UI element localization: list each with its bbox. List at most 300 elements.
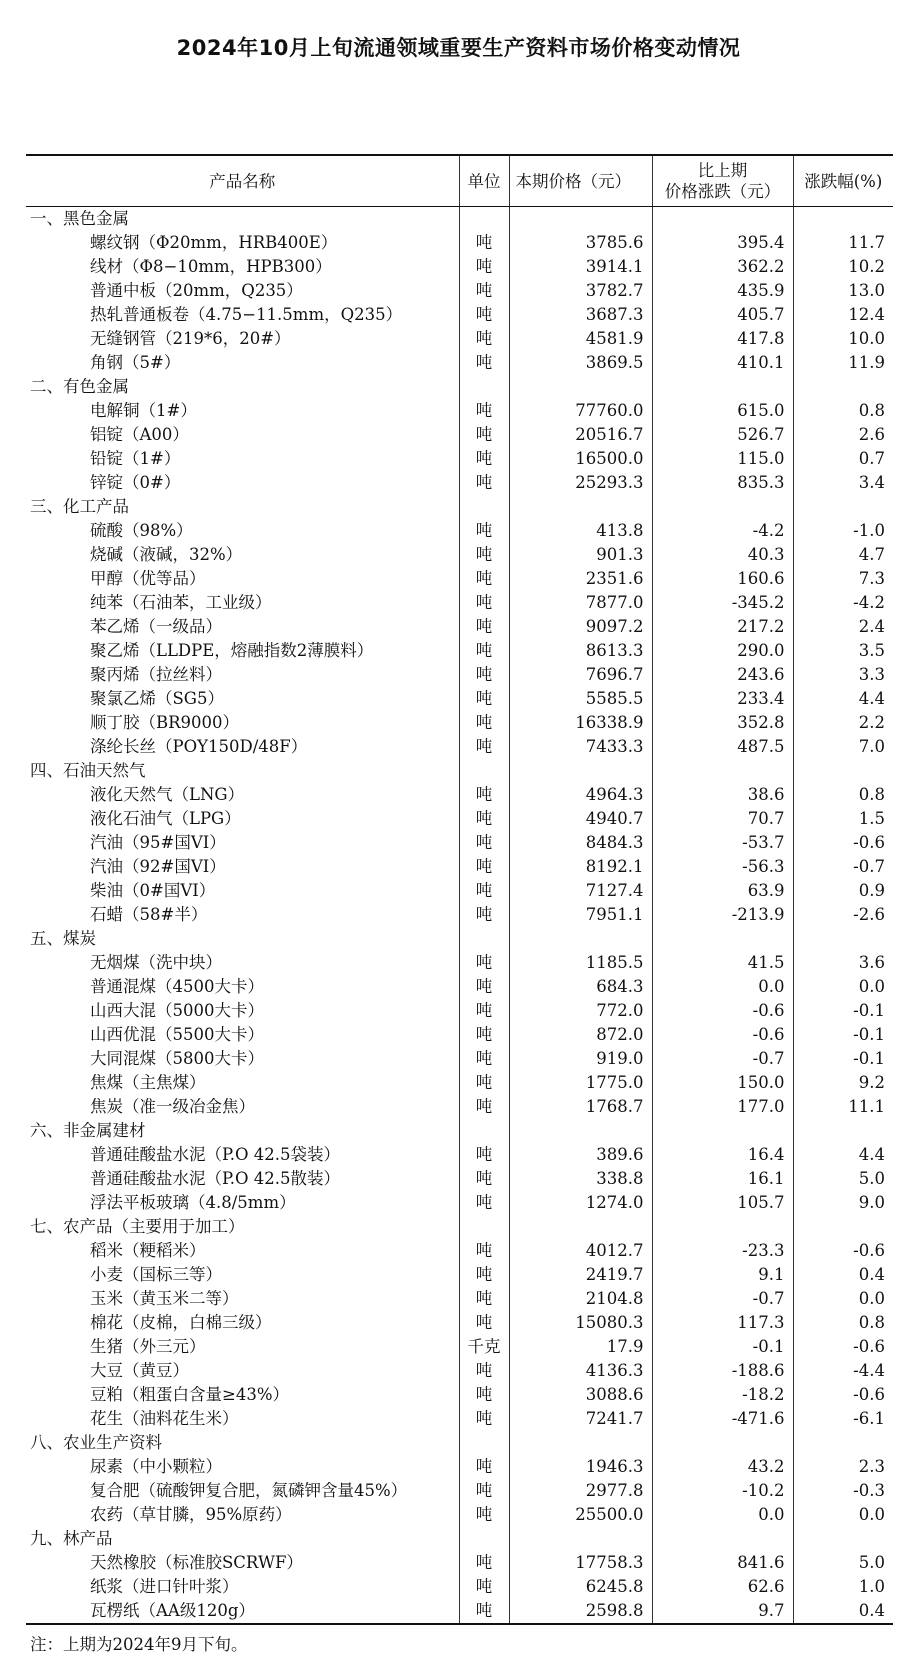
category-name: 七、农产品（主要用于加工） [26, 1215, 459, 1239]
header-unit: 单位 [459, 155, 509, 207]
table-row [26, 687, 893, 711]
price-cell: 6245.8 [509, 1575, 652, 1599]
price-cell: 4581.9 [509, 327, 652, 351]
unit-cell: 吨 [459, 231, 509, 255]
unit-cell: 吨 [459, 831, 509, 855]
price-cell: 872.0 [509, 1023, 652, 1047]
price-cell: 772.0 [509, 999, 652, 1023]
table-row [26, 1239, 893, 1263]
price-cell: 77760.0 [509, 399, 652, 423]
pct-cell: 5.0 [858, 1553, 885, 1572]
pct-cell: 0.4 [858, 1265, 885, 1284]
price-cell: 3088.6 [509, 1383, 652, 1407]
empty-cell [793, 1431, 893, 1455]
table-row [26, 1095, 893, 1119]
change-cell: 43.2 [652, 1455, 793, 1479]
unit-cell: 吨 [459, 1407, 509, 1431]
change-cell: 16.1 [652, 1167, 793, 1191]
empty-cell [509, 207, 652, 232]
unit-cell: 吨 [459, 639, 509, 663]
product-name: 苯乙烯（一级品） [26, 615, 459, 639]
product-name: 大同混煤（5800大卡） [26, 1047, 459, 1071]
pct-cell: -0.1 [853, 1001, 885, 1020]
pct-cell: -4.4 [853, 1361, 885, 1380]
change-cell: 115.0 [652, 447, 793, 471]
change-cell: 70.7 [652, 807, 793, 831]
table-row [26, 663, 893, 687]
empty-cell [459, 1527, 509, 1551]
change-cell: 9.1 [652, 1263, 793, 1287]
table-row [26, 1479, 893, 1503]
product-name: 纸浆（进口针叶浆） [26, 1575, 459, 1599]
pct-cell: 0.0 [858, 1289, 885, 1308]
product-name: 烧碱（液碱，32%） [26, 543, 459, 567]
product-name: 豆粕（粗蛋白含量≥43%） [26, 1383, 459, 1407]
pct-cell: 4.7 [858, 545, 885, 564]
change-cell: -0.7 [652, 1287, 793, 1311]
unit-cell: 吨 [459, 519, 509, 543]
header-price: 本期价格（元） [509, 155, 652, 207]
category-row [26, 207, 893, 232]
table-row [26, 783, 893, 807]
price-cell: 2104.8 [509, 1287, 652, 1311]
category-row [26, 495, 893, 519]
empty-cell [509, 759, 652, 783]
product-name: 小麦（国标三等） [26, 1263, 459, 1287]
empty-cell [509, 1527, 652, 1551]
product-name: 玉米（黄玉米二等） [26, 1287, 459, 1311]
change-cell: 395.4 [652, 231, 793, 255]
category-row [26, 1527, 893, 1551]
table-row [26, 1071, 893, 1095]
empty-cell [652, 1119, 793, 1143]
empty-cell [509, 1119, 652, 1143]
change-cell: -471.6 [652, 1407, 793, 1431]
table-row [26, 231, 893, 255]
page-title: 2024年10月上旬流通领域重要生产资料市场价格变动情况 [176, 36, 741, 60]
table-row [26, 1311, 893, 1335]
price-cell: 3869.5 [509, 351, 652, 375]
change-cell: 835.3 [652, 471, 793, 495]
price-cell: 15080.3 [509, 1311, 652, 1335]
table-row [26, 1551, 893, 1575]
empty-cell [459, 495, 509, 519]
pct-cell: 11.1 [848, 1097, 885, 1116]
change-cell: 487.5 [652, 735, 793, 759]
category-name: 九、林产品 [26, 1527, 459, 1551]
price-cell: 1185.5 [509, 951, 652, 975]
price-cell: 684.3 [509, 975, 652, 999]
unit-cell: 吨 [459, 807, 509, 831]
change-cell: 233.4 [652, 687, 793, 711]
change-cell: -188.6 [652, 1359, 793, 1383]
pct-cell: 11.7 [848, 233, 885, 252]
pct-cell: 5.0 [858, 1169, 885, 1188]
table-row [26, 639, 893, 663]
unit-cell: 吨 [459, 1479, 509, 1503]
table-row [26, 447, 893, 471]
pct-cell: 0.8 [858, 1313, 885, 1332]
change-cell: -0.1 [652, 1335, 793, 1359]
product-name: 农药（草甘膦，95%原药） [26, 1503, 459, 1527]
empty-cell [652, 759, 793, 783]
price-cell: 2598.8 [509, 1599, 652, 1624]
unit-cell: 吨 [459, 855, 509, 879]
unit-cell: 吨 [459, 879, 509, 903]
pct-cell: 10.0 [848, 329, 885, 348]
empty-cell [793, 375, 893, 399]
product-name: 螺纹钢（Φ20mm，HRB400E） [26, 231, 459, 255]
change-cell: -345.2 [652, 591, 793, 615]
change-cell: 841.6 [652, 1551, 793, 1575]
pct-cell: 0.0 [858, 1505, 885, 1524]
pct-cell: 0.7 [858, 449, 885, 468]
price-cell: 8613.3 [509, 639, 652, 663]
empty-cell [652, 1215, 793, 1239]
unit-cell: 吨 [459, 1263, 509, 1287]
unit-cell: 吨 [459, 1071, 509, 1095]
price-cell: 4940.7 [509, 807, 652, 831]
category-row [26, 1431, 893, 1455]
empty-cell [793, 1527, 893, 1551]
price-cell: 2977.8 [509, 1479, 652, 1503]
unit-cell: 吨 [459, 1503, 509, 1527]
empty-cell [793, 1119, 893, 1143]
table-row [26, 855, 893, 879]
table-row [26, 975, 893, 999]
unit-cell: 吨 [459, 1047, 509, 1071]
unit-cell: 吨 [459, 1191, 509, 1215]
product-name: 山西优混（5500大卡） [26, 1023, 459, 1047]
pct-cell: 9.0 [858, 1193, 885, 1212]
product-name: 花生（油料花生米） [26, 1407, 459, 1431]
product-name: 大豆（黄豆） [26, 1359, 459, 1383]
price-cell: 4136.3 [509, 1359, 652, 1383]
empty-cell [509, 1431, 652, 1455]
unit-cell: 吨 [459, 711, 509, 735]
empty-cell [509, 495, 652, 519]
change-cell: 435.9 [652, 279, 793, 303]
table-row [26, 1167, 893, 1191]
table-row [26, 303, 893, 327]
table-row [26, 711, 893, 735]
empty-cell [652, 375, 793, 399]
unit-cell: 吨 [459, 1239, 509, 1263]
pct-cell: -0.3 [853, 1481, 885, 1500]
header-change [652, 155, 793, 207]
empty-cell [459, 759, 509, 783]
unit-cell: 吨 [459, 903, 509, 927]
product-name: 热轧普通板卷（4.75−11.5mm，Q235） [26, 303, 459, 327]
price-cell: 3687.3 [509, 303, 652, 327]
header-change-line2: 价格涨跌（元） [664, 182, 781, 201]
unit-cell: 吨 [459, 399, 509, 423]
unit-cell: 吨 [459, 783, 509, 807]
price-cell: 7433.3 [509, 735, 652, 759]
pct-cell: 3.4 [858, 473, 885, 492]
pct-cell: 2.2 [858, 713, 885, 732]
change-cell: -0.6 [652, 999, 793, 1023]
category-name: 二、有色金属 [26, 375, 459, 399]
table-row [26, 255, 893, 279]
change-cell: 160.6 [652, 567, 793, 591]
product-name: 聚氯乙烯（SG5） [26, 687, 459, 711]
unit-cell: 吨 [459, 1455, 509, 1479]
price-cell: 7696.7 [509, 663, 652, 687]
table-row [26, 1455, 893, 1479]
price-cell: 3914.1 [509, 255, 652, 279]
unit-cell: 吨 [459, 591, 509, 615]
change-cell: -18.2 [652, 1383, 793, 1407]
pct-cell: -4.2 [853, 593, 885, 612]
change-cell: -0.7 [652, 1047, 793, 1071]
table-row [26, 903, 893, 927]
change-cell: -0.6 [652, 1023, 793, 1047]
pct-cell: 10.2 [848, 257, 885, 276]
product-name: 石蜡（58#半） [26, 903, 459, 927]
unit-cell: 吨 [459, 567, 509, 591]
unit-cell: 吨 [459, 975, 509, 999]
category-name: 三、化工产品 [26, 495, 459, 519]
table-row [26, 1575, 893, 1599]
empty-cell [509, 927, 652, 951]
product-name: 普通硅酸盐水泥（P.O 42.5袋装） [26, 1143, 459, 1167]
product-name: 角钢（5#） [26, 351, 459, 375]
empty-cell [793, 495, 893, 519]
table-body [26, 207, 893, 1625]
change-cell: -23.3 [652, 1239, 793, 1263]
change-cell: 405.7 [652, 303, 793, 327]
pct-cell: -0.7 [853, 857, 885, 876]
table-row [26, 1023, 893, 1047]
pct-cell: 0.4 [793, 1599, 893, 1624]
product-name: 纯苯（石油苯，工业级） [26, 591, 459, 615]
unit-cell: 吨 [459, 471, 509, 495]
unit-cell: 千克 [459, 1335, 509, 1359]
change-cell: 117.3 [652, 1311, 793, 1335]
product-name: 液化天然气（LNG） [26, 783, 459, 807]
product-name: 焦炭（准一级冶金焦） [26, 1095, 459, 1119]
change-cell: 526.7 [652, 423, 793, 447]
unit-cell: 吨 [459, 951, 509, 975]
footnote: 注：上期为2024年9月下旬。 [30, 1635, 248, 1654]
change-cell: 0.0 [652, 975, 793, 999]
category-name: 六、非金属建材 [26, 1119, 459, 1143]
table-row [26, 351, 893, 375]
change-cell: 9.7 [652, 1599, 793, 1624]
category-row [26, 759, 893, 783]
empty-cell [793, 759, 893, 783]
empty-cell [793, 1215, 893, 1239]
table-row [26, 1359, 893, 1383]
price-cell: 5585.5 [509, 687, 652, 711]
pct-cell: 4.4 [858, 1145, 885, 1164]
header-product-name: 产品名称 [26, 155, 459, 207]
price-cell: 25293.3 [509, 471, 652, 495]
category-row [26, 1215, 893, 1239]
product-name: 聚乙烯（LLDPE，熔融指数2薄膜料） [26, 639, 459, 663]
change-cell: 63.9 [652, 879, 793, 903]
product-name: 稻米（粳稻米） [26, 1239, 459, 1263]
table-row [26, 1143, 893, 1167]
product-name: 天然橡胶（标准胶SCRWF） [26, 1551, 459, 1575]
change-cell: -53.7 [652, 831, 793, 855]
unit-cell: 吨 [459, 543, 509, 567]
empty-cell [652, 1527, 793, 1551]
pct-cell: -0.6 [853, 1385, 885, 1404]
price-cell: 3785.6 [509, 231, 652, 255]
product-name: 生猪（外三元） [26, 1335, 459, 1359]
table-row [26, 1503, 893, 1527]
pct-cell: 3.6 [858, 953, 885, 972]
price-cell: 1775.0 [509, 1071, 652, 1095]
product-name: 复合肥（硫酸钾复合肥，氮磷钾含量45%） [26, 1479, 459, 1503]
price-cell: 4012.7 [509, 1239, 652, 1263]
price-cell: 1768.7 [509, 1095, 652, 1119]
table-row [26, 1407, 893, 1431]
unit-cell: 吨 [459, 1359, 509, 1383]
price-cell: 7127.4 [509, 879, 652, 903]
category-name: 八、农业生产资料 [26, 1431, 459, 1455]
product-name: 尿素（中小颗粒） [26, 1455, 459, 1479]
product-name: 柴油（0#国VI） [26, 879, 459, 903]
change-cell: 38.6 [652, 783, 793, 807]
price-cell: 919.0 [509, 1047, 652, 1071]
change-cell: 417.8 [652, 327, 793, 351]
pct-cell: 1.5 [858, 809, 885, 828]
unit-cell: 吨 [459, 1167, 509, 1191]
change-cell: 16.4 [652, 1143, 793, 1167]
pct-cell: 12.4 [848, 305, 885, 324]
table-row [26, 423, 893, 447]
price-cell: 1946.3 [509, 1455, 652, 1479]
price-cell: 413.8 [509, 519, 652, 543]
table-row [26, 615, 893, 639]
price-cell: 901.3 [509, 543, 652, 567]
table-row [26, 1599, 893, 1624]
change-cell: -4.2 [652, 519, 793, 543]
header-change-line1: 比上期 [697, 161, 748, 180]
product-name: 焦煤（主焦煤） [26, 1071, 459, 1095]
price-cell: 9097.2 [509, 615, 652, 639]
unit-cell: 吨 [459, 687, 509, 711]
pct-cell: -0.6 [853, 1241, 885, 1260]
product-name: 汽油（95#国VI） [26, 831, 459, 855]
price-cell: 7241.7 [509, 1407, 652, 1431]
product-name: 铝锭（A00） [26, 423, 459, 447]
unit-cell: 吨 [459, 1287, 509, 1311]
unit-cell: 吨 [459, 663, 509, 687]
product-name: 无烟煤（洗中块） [26, 951, 459, 975]
price-cell: 4964.3 [509, 783, 652, 807]
header-row [26, 155, 893, 207]
category-row [26, 375, 893, 399]
product-name: 瓦楞纸（AA级120g） [26, 1599, 459, 1624]
unit-cell: 吨 [459, 447, 509, 471]
pct-cell: 2.3 [858, 1457, 885, 1476]
pct-cell: -0.6 [853, 833, 885, 852]
empty-cell [459, 1215, 509, 1239]
product-name: 普通混煤（4500大卡） [26, 975, 459, 999]
product-name: 无缝钢管（219*6，20#） [26, 327, 459, 351]
pct-cell: -0.6 [853, 1337, 885, 1356]
table-row [26, 951, 893, 975]
unit-cell: 吨 [459, 1599, 509, 1624]
table-row [26, 879, 893, 903]
unit-cell: 吨 [459, 735, 509, 759]
product-name: 顺丁胶（BR9000） [26, 711, 459, 735]
product-name: 铅锭（1#） [26, 447, 459, 471]
empty-cell [459, 1119, 509, 1143]
pct-cell: 0.9 [858, 881, 885, 900]
pct-cell: -0.1 [853, 1025, 885, 1044]
price-cell: 8192.1 [509, 855, 652, 879]
empty-cell [459, 207, 509, 232]
price-cell: 17.9 [509, 1335, 652, 1359]
price-cell: 7951.1 [509, 903, 652, 927]
change-cell: -56.3 [652, 855, 793, 879]
pct-cell: 13.0 [848, 281, 885, 300]
category-row [26, 927, 893, 951]
unit-cell: 吨 [459, 1095, 509, 1119]
unit-cell: 吨 [459, 255, 509, 279]
empty-cell [459, 1431, 509, 1455]
product-name: 棉花（皮棉，白棉三级） [26, 1311, 459, 1335]
unit-cell: 吨 [459, 1311, 509, 1335]
price-cell: 20516.7 [509, 423, 652, 447]
table-row [26, 807, 893, 831]
pct-cell: -2.6 [853, 905, 885, 924]
category-name: 一、黑色金属 [26, 207, 459, 232]
price-cell: 1274.0 [509, 1191, 652, 1215]
change-cell: 615.0 [652, 399, 793, 423]
empty-cell [459, 927, 509, 951]
product-name: 汽油（92#国VI） [26, 855, 459, 879]
table-row [26, 1191, 893, 1215]
table-row [26, 1047, 893, 1071]
change-cell: 105.7 [652, 1191, 793, 1215]
price-cell: 2419.7 [509, 1263, 652, 1287]
product-name: 甲醇（优等品） [26, 567, 459, 591]
empty-cell [459, 375, 509, 399]
product-name: 锌锭（0#） [26, 471, 459, 495]
change-cell: 243.6 [652, 663, 793, 687]
table-row [26, 999, 893, 1023]
price-cell: 25500.0 [509, 1503, 652, 1527]
unit-cell: 吨 [459, 1551, 509, 1575]
table-row [26, 1263, 893, 1287]
change-cell: 150.0 [652, 1071, 793, 1095]
product-name: 普通中板（20mm，Q235） [26, 279, 459, 303]
change-cell: 352.8 [652, 711, 793, 735]
unit-cell: 吨 [459, 423, 509, 447]
price-cell: 16338.9 [509, 711, 652, 735]
change-cell: 62.6 [652, 1575, 793, 1599]
pct-cell: 2.6 [858, 425, 885, 444]
empty-cell [793, 927, 893, 951]
price-cell: 16500.0 [509, 447, 652, 471]
table-row [26, 831, 893, 855]
change-cell: 410.1 [652, 351, 793, 375]
change-cell: 40.3 [652, 543, 793, 567]
price-cell: 2351.6 [509, 567, 652, 591]
change-cell: 217.2 [652, 615, 793, 639]
table-row [26, 327, 893, 351]
pct-cell: -1.0 [853, 521, 885, 540]
category-name: 五、煤炭 [26, 927, 459, 951]
price-cell: 338.8 [509, 1167, 652, 1191]
price-cell: 17758.3 [509, 1551, 652, 1575]
